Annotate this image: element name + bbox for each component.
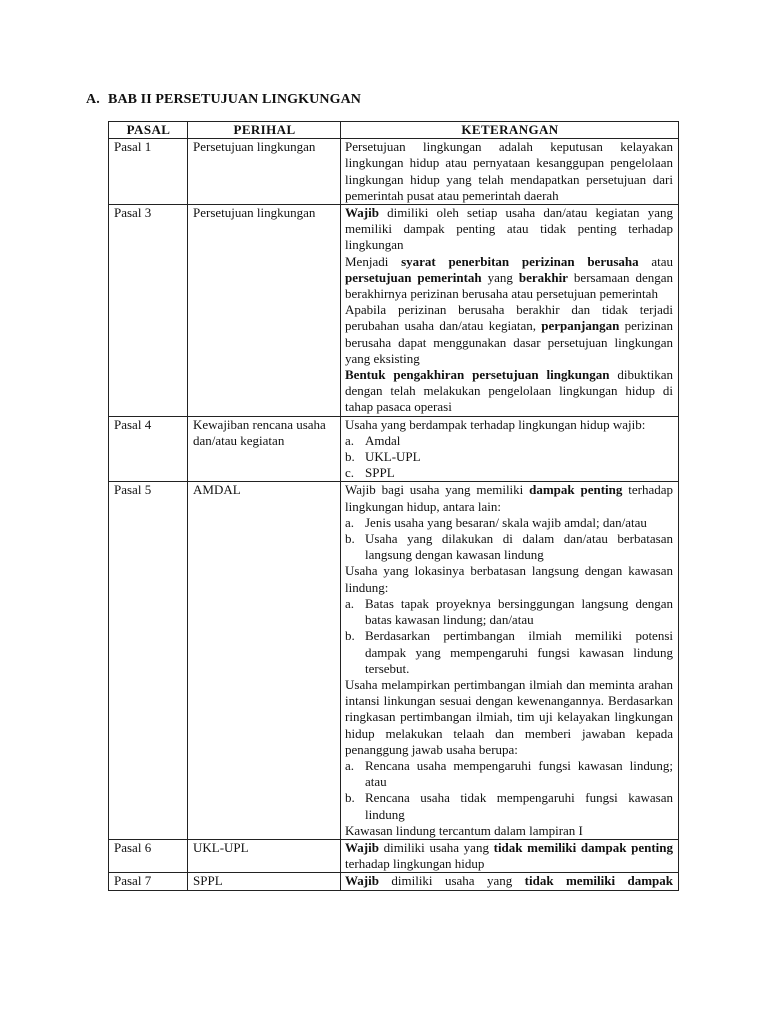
bold-text: tidak memiliki dampak xyxy=(524,873,673,889)
text: Wajib bagi usaha yang memiliki xyxy=(345,482,530,498)
list-item xyxy=(345,433,673,449)
bold-text: berakhir xyxy=(518,269,568,285)
list-marker: b. xyxy=(345,628,355,644)
paragraph xyxy=(345,482,673,514)
table-row-pasal-7 xyxy=(109,873,679,890)
text: dimiliki usaha yang xyxy=(378,873,525,889)
paragraph: Kawasan lindung tercantum dalam lampiran I xyxy=(345,822,583,838)
bold-text: tidak memiliki dampak penting xyxy=(493,839,673,855)
paragraph xyxy=(345,367,673,416)
cell-keterangan xyxy=(341,416,679,482)
header-perihal: PERIHAL xyxy=(188,122,341,139)
paragraph xyxy=(345,840,673,872)
cell-pasal: Pasal 5 xyxy=(109,482,188,839)
table-row-pasal-3 xyxy=(109,205,679,417)
text: dibuktikan dengan telah melakukan pengelolaan lingkungan hidup di tahap pasaca operasi xyxy=(345,367,673,415)
list-item xyxy=(345,465,673,481)
bold-text: dampak penting xyxy=(529,482,623,498)
list xyxy=(345,515,673,564)
list-text: Amdal xyxy=(365,432,401,448)
list-marker: a. xyxy=(345,514,355,530)
list-marker: b. xyxy=(345,449,355,465)
table-header-row xyxy=(109,122,679,139)
bold-text: syarat penerbitan perizinan berusaha xyxy=(401,253,639,269)
paragraph xyxy=(345,873,673,889)
cell-perihal: Persetujuan lingkungan xyxy=(188,139,341,205)
list-item xyxy=(345,628,673,677)
list-text: SPPL xyxy=(365,465,395,481)
list xyxy=(345,758,673,823)
cell-perihal: Persetujuan lingkungan xyxy=(188,205,341,417)
list-item xyxy=(345,449,673,465)
list-text: Usaha yang dilakukan di dalam dan/atau berbatasan langsung dengan kawasan lindung xyxy=(365,531,673,563)
pasal-table xyxy=(108,121,679,891)
list xyxy=(345,596,673,677)
table-row-pasal-6 xyxy=(109,839,679,872)
list-marker: a. xyxy=(345,757,355,773)
cell-pasal: Pasal 4 xyxy=(109,416,188,482)
paragraph xyxy=(345,254,673,303)
paragraph: Usaha melampirkan pertimbangan ilmiah dan meminta arahan intansi linkungan sesuai dengan kewenangannya. Berdasarkan ringkasan pertimbangan ilmiah, tim uji kelayakan lingkungan hidup melakukan telaah dan memberi jawaban kepada penanggung jawab usaha berupa: xyxy=(345,676,673,757)
list-text: UKL-UPL xyxy=(365,449,421,465)
cell-pasal: Pasal 7 xyxy=(109,873,188,890)
bold-text: perpanjangan xyxy=(541,318,620,334)
section-title: BAB II PERSETUJUAN LINGKUNGAN xyxy=(108,92,361,107)
list-text: Berdasarkan pertimbangan ilmiah memiliki potensi dampak yang mempengaruhi fungsi kawasan lindung tersebut. xyxy=(365,628,673,676)
text: Apabila perizinan berusaha berakhir dan tidak terjadi perubahan usaha dan/atau kegiatan, xyxy=(345,302,673,334)
cell-perihal: AMDAL xyxy=(188,482,341,839)
cell-pasal: Pasal 6 xyxy=(109,839,188,872)
text: bersamaan dengan berakhirnya perizinan berusaha atau persetujuan pemerintah xyxy=(345,269,673,302)
cell-keterangan xyxy=(341,205,679,417)
text: terhadap lingkungan hidup xyxy=(345,856,485,872)
header-pasal: PASAL xyxy=(109,122,188,139)
list-item xyxy=(345,596,673,628)
cell-pasal: Pasal 1 xyxy=(109,139,188,205)
section-heading xyxy=(86,92,361,108)
paragraph: Usaha yang lokasinya berbatasan langsung dengan kawasan lindung: xyxy=(345,563,673,595)
paragraph xyxy=(345,302,673,367)
text: dimiliki oleh setiap usaha dan/atau kegiatan yang memiliki dampak penting atau tidak penting terhadap lingkungan xyxy=(345,205,673,253)
text: yang xyxy=(481,269,519,285)
list-item xyxy=(345,790,673,822)
table-row-pasal-1 xyxy=(109,139,679,205)
list-text: Rencana usaha tidak mempengaruhi fungsi kawasan lindung xyxy=(365,790,673,822)
list-marker: b. xyxy=(345,790,355,806)
list-marker: a. xyxy=(345,595,355,611)
text: atau xyxy=(638,253,673,269)
cell-keterangan xyxy=(341,873,679,890)
section-letter: A. xyxy=(86,92,100,107)
cell-keterangan xyxy=(341,839,679,872)
text: Menjadi xyxy=(345,253,402,269)
list-item xyxy=(345,515,673,531)
list-marker: a. xyxy=(345,432,355,448)
list-text: Batas tapak proyeknya bersinggungan langsung dengan batas kawasan lindung; dan/atau xyxy=(365,595,673,628)
header-keterangan: KETERANGAN xyxy=(341,122,679,139)
list-text: Rencana usaha mempengaruhi fungsi kawasan lindung; atau xyxy=(365,757,673,790)
list-marker: c. xyxy=(345,465,355,481)
paragraph xyxy=(345,205,673,254)
cell-perihal: Kewajiban rencana usaha dan/atau kegiatan xyxy=(188,416,341,482)
table-row-pasal-5 xyxy=(109,482,679,839)
text: perizinan berusaha dapat menggunakan dasar persetujuan lingkungan yang eksisting xyxy=(345,318,673,366)
cell-keterangan xyxy=(341,482,679,839)
text: dimiliki usaha yang xyxy=(378,839,494,855)
list-item xyxy=(345,758,673,790)
cell-pasal: Pasal 3 xyxy=(109,205,188,417)
cell-perihal: UKL-UPL xyxy=(188,839,341,872)
cell-keterangan: Persetujuan lingkungan adalah keputusan kelayakan lingkungan hidup atau pernyataan kesanggupan pengelolaan lingkungan hidup yang telah mendapatkan persetujuan dari pemerintah pusat atau pemerintah daerah xyxy=(341,139,679,205)
cell-perihal: SPPL xyxy=(188,873,341,890)
bold-text: Bentuk pengakhiran persetujuan lingkungan xyxy=(345,367,610,383)
list-item xyxy=(345,531,673,563)
text: terhadap lingkungan hidup, antara lain: xyxy=(345,482,673,514)
bold-text: Wajib xyxy=(345,205,379,221)
bold-text: Wajib xyxy=(345,839,379,855)
list xyxy=(345,433,673,482)
bold-text: persetujuan pemerintah xyxy=(345,269,482,285)
list-marker: b. xyxy=(345,531,355,547)
bold-text: Wajib xyxy=(345,873,379,889)
paragraph: Usaha yang berdampak terhadap lingkungan hidup wajib: xyxy=(345,416,646,432)
table-row-pasal-4 xyxy=(109,416,679,482)
list-text: Jenis usaha yang besaran/ skala wajib amdal; dan/atau xyxy=(365,514,647,530)
